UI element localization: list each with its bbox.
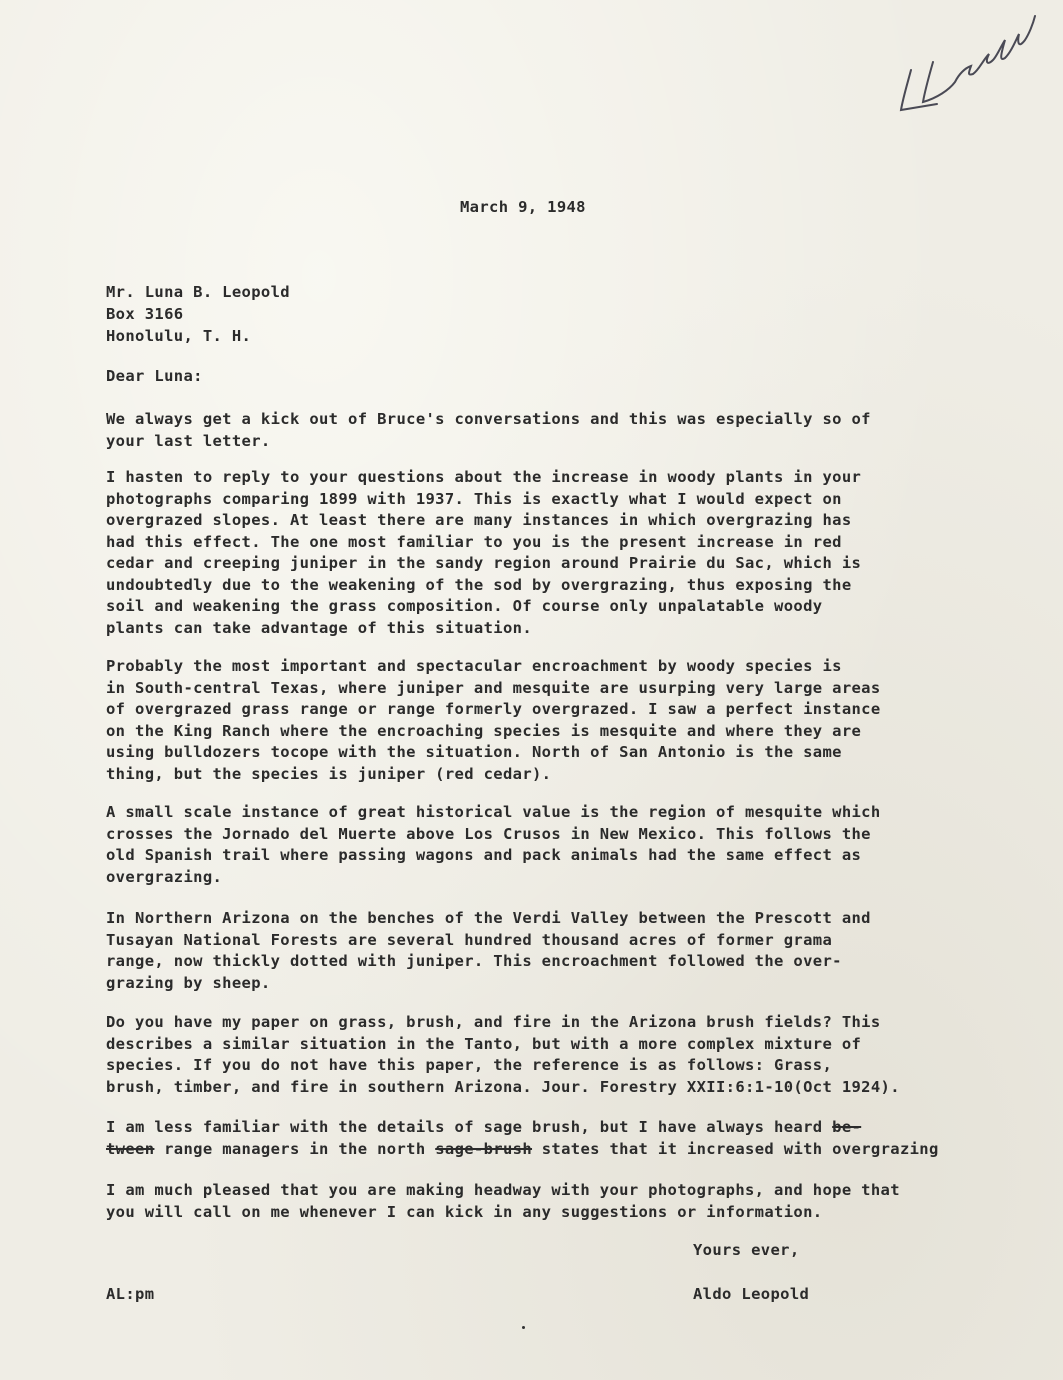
paragraph-last <box>106 1180 900 1223</box>
paragraph-line: had this effect. The one most familiar to you is the present increase in red <box>106 532 842 551</box>
paragraph-line: in South-central Texas, where juniper and mesquite are usurping very large areas <box>106 678 881 697</box>
closing: Yours ever, <box>693 1241 800 1259</box>
paragraph-5 <box>106 908 871 994</box>
paragraph-line: overgrazed slopes. At least there are many instances in which overgrazing has <box>106 511 852 529</box>
paragraph-6 <box>106 1012 900 1098</box>
paragraph-line: Do you have my paper on grass, brush, and fire in the Arizona brush fields? This <box>106 1013 881 1031</box>
paragraph-4 <box>106 802 881 888</box>
paragraph-line: range, now thickly dotted with juniper. This encroachment followed the over- <box>106 952 842 970</box>
paragraph-line: old Spanish trail where passing wagons and pack animals had the same effect as <box>106 846 862 864</box>
paragraph-line: on the King Ranch where the encroaching species is mesquite and where they are <box>106 721 862 740</box>
paragraph-line: In Northern Arizona on the benches of the Verdi Valley between the Prescott and <box>106 909 871 927</box>
paragraph-line: undoubtedly due to the weakening of the sod by overgrazing, thus exposing the <box>106 575 852 594</box>
paragraph-line: you will call on me whenever I can kick in any suggestions or information. <box>106 1202 823 1221</box>
paragraph-line: your last letter. <box>106 431 271 450</box>
paragraph-2 <box>106 467 861 639</box>
recipient-address <box>106 282 290 348</box>
paragraph-line: We always get a kick out of Bruce's conversations and this was especially so of <box>106 410 871 428</box>
paragraph-line: soil and weakening the grass composition. Of course only unpalatable woody <box>106 597 823 615</box>
letter-date: March 9, 1948 <box>460 198 586 216</box>
paragraph-line: thing, but the species is juniper (red cedar). <box>106 764 552 783</box>
paragraph-line: I am much pleased that you are making headway with your photographs, and hope that <box>106 1181 900 1199</box>
recipient-name: Mr. Luna B. Leopold <box>106 283 290 301</box>
recipient-box: Box 3166 <box>106 305 184 323</box>
paragraph-line: species. If you do not have this paper, the reference is as follows: Grass, <box>106 1056 833 1074</box>
paragraph-3 <box>106 656 881 785</box>
line-text: states that it increased with overgrazing <box>532 1139 939 1158</box>
paragraph-line: Tusayan National Forests are several hundred thousand acres of former grama <box>106 930 833 949</box>
paragraph-line <box>106 1117 939 1139</box>
paragraph-line: photographs comparing 1899 with 1937. This is exactly what I would expect on <box>106 489 842 508</box>
handwritten-annotation <box>893 10 1043 120</box>
paragraph-line: Probably the most important and spectacular encroachment by woody species is <box>106 657 842 675</box>
paragraph-line: describes a similar situation in the Tanto, but with a more complex mixture of <box>106 1034 862 1053</box>
struck-text: sage-brush <box>435 1139 533 1158</box>
paragraph-sage-brush <box>106 1117 939 1160</box>
paragraph-line: of overgrazed grass range or range formerly overgrazed. I saw a perfect instance <box>106 700 881 718</box>
paragraph-line: cedar and creeping juniper in the sandy region around Prairie du Sac, which is <box>106 554 862 572</box>
paragraph-line: overgrazing. <box>106 867 223 886</box>
signer-name: Aldo Leopold <box>693 1285 810 1303</box>
paragraph-line: I hasten to reply to your questions about the increase in woody plants in your <box>106 468 862 486</box>
line-text: I am less familiar with the details of sage brush, but I have always heard <box>106 1118 833 1136</box>
paragraph-line: A small scale instance of great historical value is the region of mesquite which <box>106 803 881 821</box>
typist-initials: AL:pm <box>106 1285 155 1303</box>
paragraph-1 <box>106 409 871 452</box>
paragraph-line: crosses the Jornado del Muerte above Los Crusos in New Mexico. This follows the <box>106 824 871 843</box>
paragraph-line: grazing by sheep. <box>106 973 271 992</box>
struck-text: be- <box>832 1118 862 1136</box>
paragraph-line: brush, timber, and fire in southern Arizona. Jour. Forestry XXII:6:1-10(Oct 1924). <box>106 1077 900 1096</box>
paragraph-line <box>106 1139 939 1161</box>
struck-text: tween <box>106 1139 155 1158</box>
paragraph-line: using bulldozers tocope with the situation. North of San Antonio is the same <box>106 743 842 761</box>
recipient-city: Honolulu, T. H. <box>106 327 252 345</box>
paragraph-line: plants can take advantage of this situation. <box>106 618 532 637</box>
line-text: range managers in the north <box>154 1139 436 1158</box>
salutation: Dear Luna: <box>106 367 203 385</box>
ink-dot <box>522 1326 525 1329</box>
